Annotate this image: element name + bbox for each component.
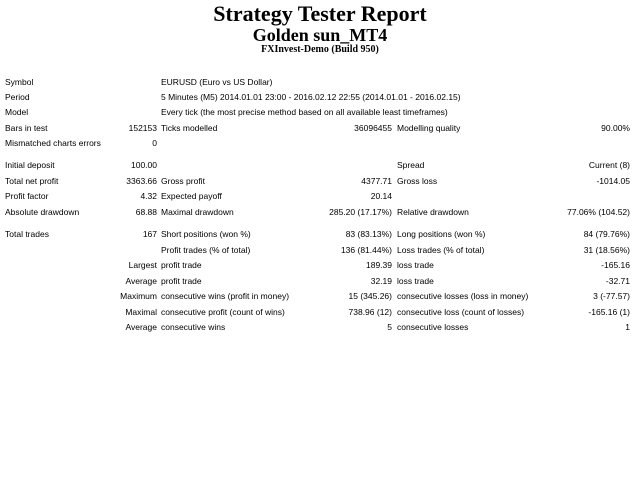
deposit-value: 100.00 xyxy=(131,160,157,170)
spread-value: Current (8) xyxy=(588,160,630,170)
profit-trades-label: Profit trades (% of total) xyxy=(161,245,251,255)
cons-losses-money-value: 3 (-77.57) xyxy=(593,291,630,301)
absolute-drawdown-label: Absolute drawdown xyxy=(5,207,80,217)
cons-wins-money-value: 15 (345.26) xyxy=(348,291,392,301)
largest-loss-value: -165.16 xyxy=(601,260,630,270)
absolute-drawdown-value: 68.88 xyxy=(135,207,157,217)
ticks-value: 36096455 xyxy=(354,123,392,133)
average-cons-label: Average xyxy=(125,322,157,332)
symbol-label: Symbol xyxy=(5,77,34,87)
quality-value: 90.00% xyxy=(601,123,630,133)
largest-profit-value: 189.39 xyxy=(366,260,392,270)
ticks-label: Ticks modelled xyxy=(161,123,218,133)
symbol-value: EURUSD (Euro vs US Dollar) xyxy=(161,77,273,87)
bars-label: Bars in test xyxy=(5,123,48,133)
server-build: FXInvest-Demo (Build 950) xyxy=(261,44,379,55)
largest-label: Largest xyxy=(128,260,157,270)
largest-loss-label: loss trade xyxy=(397,260,434,270)
cons-loss-count-value: -165.16 (1) xyxy=(588,307,630,317)
cons-wins-money-label: consecutive wins (profit in money) xyxy=(161,291,290,301)
cons-loss-count-label: consecutive loss (count of losses) xyxy=(397,307,525,317)
model-label: Model xyxy=(5,107,29,117)
total-trades-label: Total trades xyxy=(5,229,49,239)
average-profit-value: 32.19 xyxy=(370,276,392,286)
avg-cons-losses-label: consecutive losses xyxy=(397,322,469,332)
deposit-label: Initial deposit xyxy=(5,160,55,170)
avg-cons-wins-value: 5 xyxy=(387,322,392,332)
spread-label: Spread xyxy=(397,160,425,170)
net-profit-label: Total net profit xyxy=(5,176,59,186)
cons-losses-money-label: consecutive losses (loss in money) xyxy=(397,291,529,301)
gross-loss-label: Gross loss xyxy=(397,176,438,186)
period-label: Period xyxy=(5,92,30,102)
period-value: 5 Minutes (M5) 2014.01.01 23:00 - 2016.02.12 22:55 (2014.01.01 - 2016.02.15) xyxy=(161,92,461,102)
mismatch-value: 0 xyxy=(152,138,157,148)
avg-cons-losses-value: 1 xyxy=(625,322,630,332)
cons-profit-count-label: consecutive profit (count of wins) xyxy=(161,307,285,317)
quality-label: Modelling quality xyxy=(397,123,461,133)
profit-factor-value: 4.32 xyxy=(140,191,157,201)
avg-cons-wins-label: consecutive wins xyxy=(161,322,226,332)
short-positions-label: Short positions (won %) xyxy=(161,229,251,239)
short-positions-value: 83 (83.13%) xyxy=(345,229,392,239)
expected-payoff-value: 20.14 xyxy=(370,191,392,201)
average-profit-label: profit trade xyxy=(161,276,202,286)
average-label: Average xyxy=(125,276,157,286)
report-title: Strategy Tester Report xyxy=(213,1,427,26)
long-positions-label: Long positions (won %) xyxy=(397,229,486,239)
total-trades-value: 167 xyxy=(142,229,157,239)
long-positions-value: 84 (79.76%) xyxy=(583,229,630,239)
bars-value: 152153 xyxy=(128,123,157,133)
model-value: Every tick (the most precise method based on all available least timeframes) xyxy=(161,107,448,117)
expected-payoff-label: Expected payoff xyxy=(161,191,222,201)
profit-factor-label: Profit factor xyxy=(5,191,49,201)
largest-profit-label: profit trade xyxy=(161,260,202,270)
maximal-drawdown-value: 285.20 (17.17%) xyxy=(329,207,392,217)
net-profit-value: 3363.66 xyxy=(126,176,157,186)
maximal-label: Maximal xyxy=(125,307,157,317)
maximum-label: Maximum xyxy=(120,291,157,301)
relative-drawdown-value: 77.06% (104.52) xyxy=(567,207,630,217)
average-loss-value: -32.71 xyxy=(605,276,630,286)
gross-profit-value: 4377.71 xyxy=(361,176,392,186)
gross-loss-value: -1014.05 xyxy=(596,176,630,186)
loss-trades-label: Loss trades (% of total) xyxy=(397,245,485,255)
relative-drawdown-label: Relative drawdown xyxy=(397,207,469,217)
loss-trades-value: 31 (18.56%) xyxy=(583,245,630,255)
maximal-drawdown-label: Maximal drawdown xyxy=(161,207,234,217)
cons-profit-count-value: 738.96 (12) xyxy=(348,307,392,317)
profit-trades-value: 136 (81.44%) xyxy=(340,245,392,255)
expert-name: Golden sun_MT4 xyxy=(252,25,388,45)
gross-profit-label: Gross profit xyxy=(161,176,205,186)
average-loss-label: loss trade xyxy=(397,276,434,286)
mismatch-label: Mismatched charts errors xyxy=(5,138,101,148)
